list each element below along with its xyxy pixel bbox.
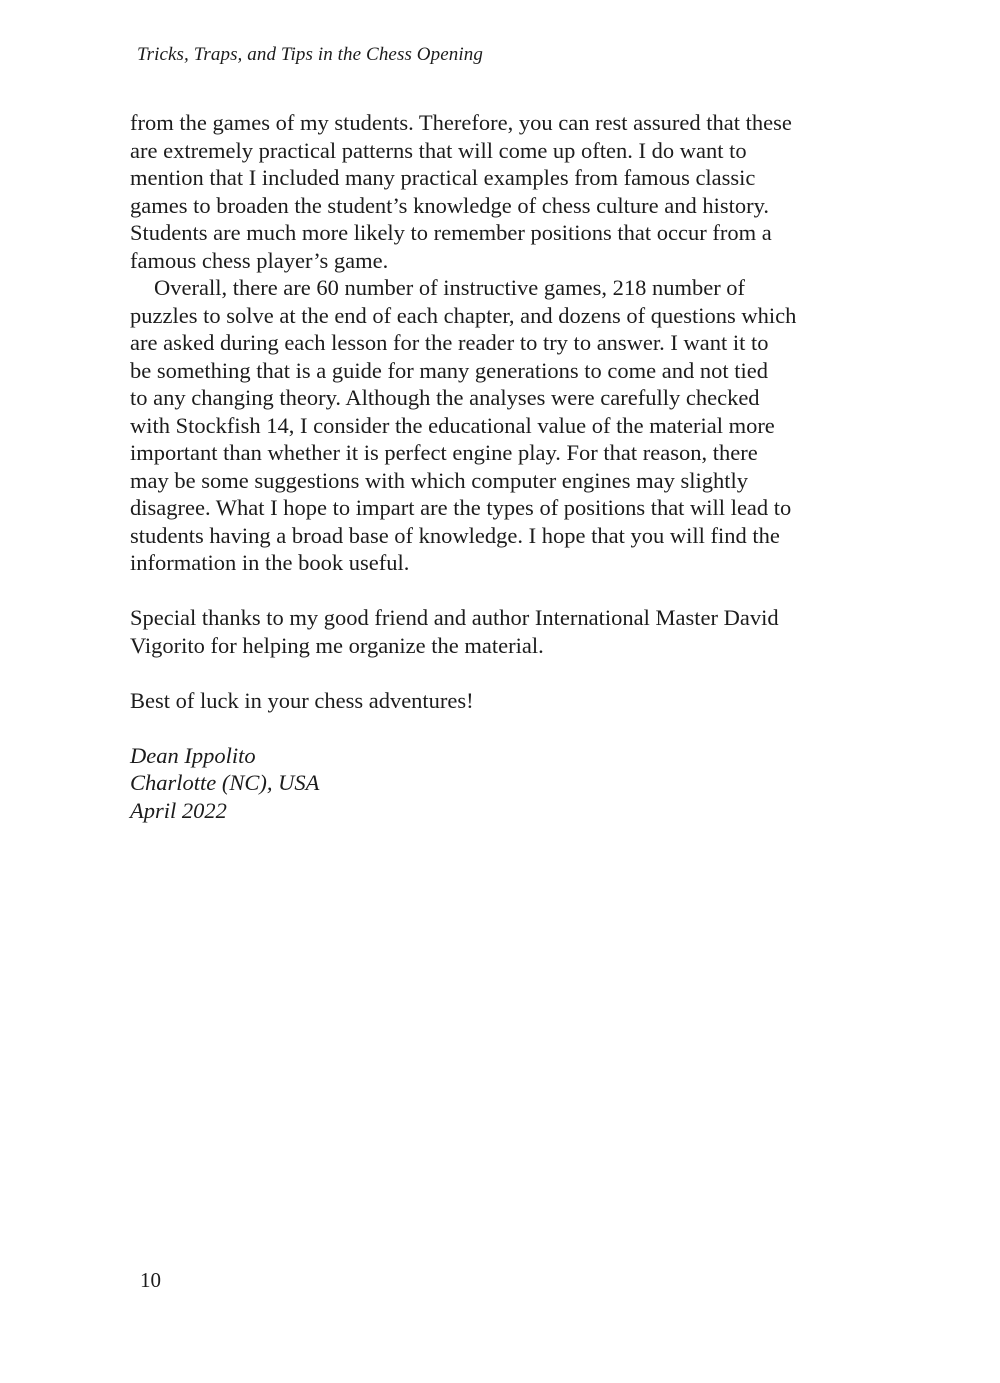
text-line: Special thanks to my good friend and author International Master David [130, 605, 779, 630]
main-text [130, 109, 870, 824]
paragraph-closing [130, 687, 870, 715]
signature-date: April 2022 [130, 797, 227, 823]
text-line: Students are much more likely to remember positions that occur from a [130, 220, 772, 245]
text-line: information in the book useful. [130, 550, 410, 575]
text-line: are asked during each lesson for the reader to try to answer. I want it to [130, 330, 769, 355]
text-line: puzzles to solve at the end of each chapter, and dozens of questions which [130, 302, 797, 328]
closing-line: Best of luck in your chess adventures! [130, 687, 474, 713]
text-line: from the games of my students. Therefore, you can rest assured that these [130, 110, 792, 135]
text-line: mention that I included many practical examples from famous classic [130, 165, 756, 190]
text-line: are extremely practical patterns that will come up often. I do want to [130, 137, 747, 163]
signature-block [130, 742, 870, 825]
text-line: disagree. What I hope to impart are the types of positions that will lead to [130, 495, 792, 520]
paragraph-overall [130, 274, 870, 577]
text-line: may be some suggestions with which computer engines may slightly [130, 467, 749, 493]
paragraph-gap [130, 577, 870, 605]
paragraph-thanks [130, 604, 870, 659]
text-line: students having a broad base of knowledge. I hope that you will find the [130, 522, 780, 548]
paragraph-intro-continued [130, 109, 870, 274]
text-line: important than whether it is perfect engine play. For that reason, there [130, 440, 758, 465]
text-line: with Stockfish 14, I consider the educational value of the material more [130, 412, 775, 438]
text-line: Overall, there are 60 number of instructive games, 218 number of [154, 275, 746, 300]
text-line: famous chess player’s game. [130, 247, 389, 273]
text-line: be something that is a guide for many generations to come and not tied [130, 357, 768, 383]
page-number: 10 [140, 1268, 161, 1292]
running-head-title: Tricks, Traps, and Tips in the Chess Opening [137, 44, 483, 65]
paragraph-gap [130, 714, 870, 742]
text-line: to any changing theory. Although the analyses were carefully checked [130, 385, 760, 410]
signature-name: Dean Ippolito [130, 742, 256, 768]
text-line: games to broaden the student’s knowledge of chess culture and history. [130, 192, 770, 218]
signature-location: Charlotte (NC), USA [130, 770, 320, 795]
text-line: Vigorito for helping me organize the material. [130, 632, 544, 658]
paragraph-gap [130, 659, 870, 687]
